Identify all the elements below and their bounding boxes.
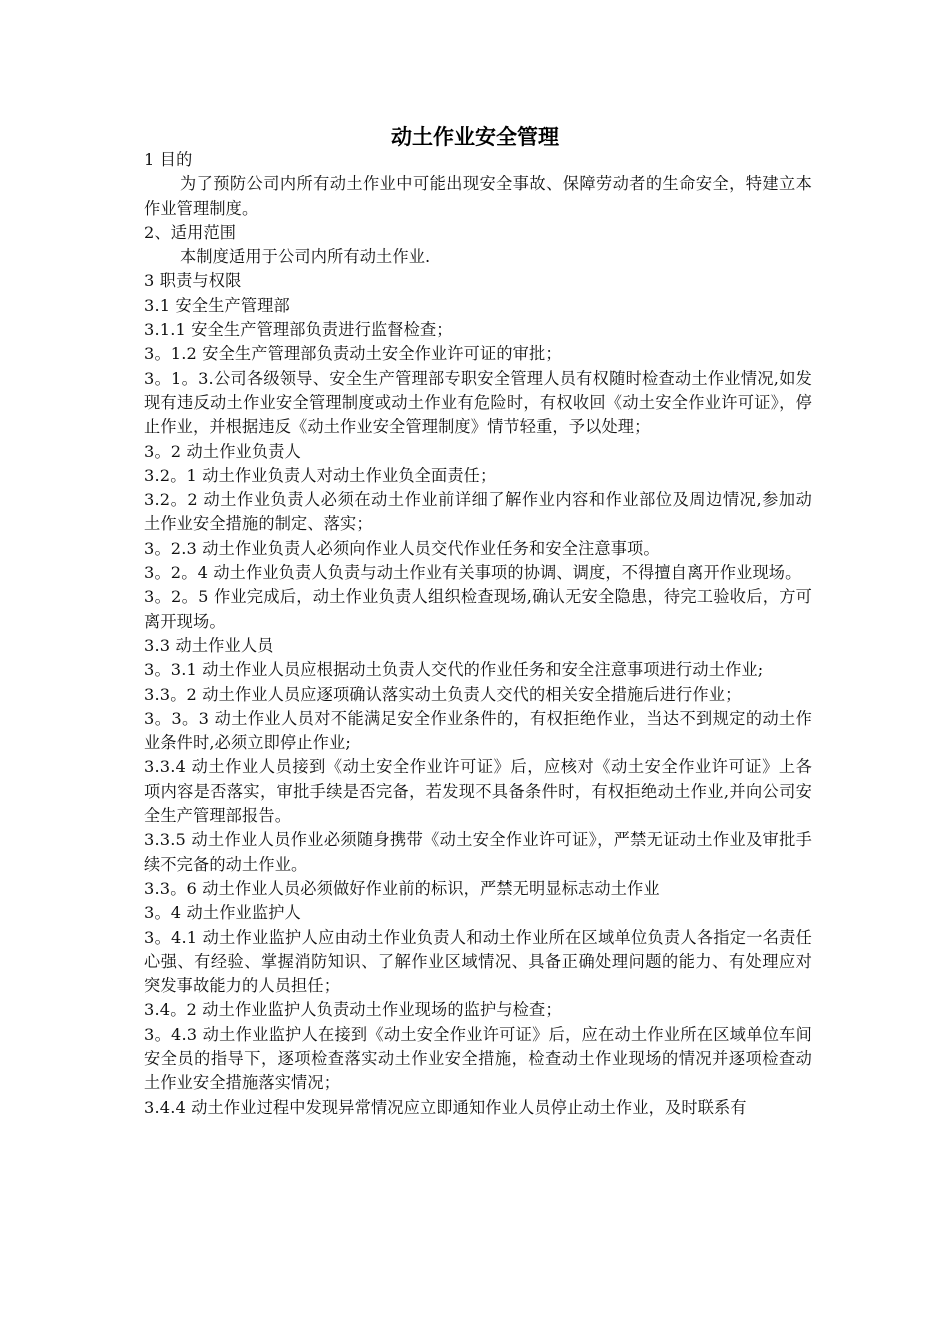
document-body [144,148,812,1120]
paragraph: 为了预防公司内所有动土作业中可能出现安全事故、保障劳动者的生命安全，特建立本作业管理制度。 [144,174,812,218]
paragraph: 3。2 动土作业负责人 [144,441,301,461]
paragraph: 3.3.5 动土作业人员作业必须随身携带《动土安全作业许可证》，严禁无证动土作业及审批手续不完备的动土作业。 [144,830,812,874]
paragraph: 1 目的 [144,150,193,169]
paragraph: 3。1。3.公司各级领导、安全生产管理部专职安全管理人员有权随时检查动土作业情况,如发现有违反动土作业安全管理制度或动土作业有危险时，有权收回《动土安全作业许可证》，停止作业，并根据违反《动土作业安全管理制度》情节轻重，予以处理； [144,368,812,437]
paragraph: 3.3 动土作业人员 [144,635,274,655]
paragraph: 3.4.4 动土作业过程中发现异常情况应立即通知作业人员停止动土作业，及时联系有 [144,1097,747,1117]
paragraph: 3。2。5 作业完成后，动土作业负责人组织检查现场,确认无安全隐患，待完工验收后，方可离开现场。 [144,587,812,631]
paragraph: 3。1.2 安全生产管理部负责动土安全作业许可证的审批； [144,344,562,364]
paragraph: 3。2。4 动土作业负责人负责与动土作业有关事项的协调、调度，不得擅自离开作业现场。 [144,563,802,583]
paragraph: 3.2。2 动土作业负责人必须在动土作业前详细了解作业内容和作业部位及周边情况,参加动土作业安全措施的制定、落实； [144,490,812,534]
paragraph: 3.3.4 动土作业人员接到《动土安全作业许可证》后，应核对《动土安全作业许可证》上各项内容是否落实，审批手续是否完备，若发现不具备条件时，有权拒绝动土作业,并向公司安全生产管理部报告。 [144,757,812,826]
paragraph: 3.3。2 动土作业人员应逐项确认落实动土负责人交代的相关安全措施后进行作业； [144,684,742,704]
paragraph: 3 职责与权限 [144,271,242,291]
paragraph: 3。3。3 动土作业人员对不能满足安全作业条件的，有权拒绝作业，当达不到规定的动土作业条件时,必须立即停止作业; [144,708,812,753]
paragraph: 3.4。2 动土作业监护人负责动土作业现场的监护与检查； [144,1000,562,1020]
paragraph: 3。2.3 动土作业负责人必须向作业人员交代作业任务和安全注意事项。 [144,538,660,558]
document-title: 动土作业安全管理 [391,125,559,149]
paragraph: 3。3.1 动土作业人员应根据动土负责人交代的作业任务和安全注意事项进行动土作业; [144,660,764,680]
paragraph: 3。4.1 动土作业监护人应由动土作业负责人和动土作业所在区域单位负责人各指定一名责任心强、有经验、掌握消防知识、了解作业区域情况、具备正确处理问题的能力、有处理应对突发事故能力的人员担任； [144,927,812,996]
paragraph: 2、适用范围 [144,222,237,242]
paragraph: 3.3。6 动土作业人员必须做好作业前的标识，严禁无明显标志动土作业 [144,878,660,898]
paragraph: 3.2。1 动土作业负责人对动土作业负全面责任； [144,465,497,485]
paragraph: 3。4.3 动土作业监护人在接到《动土安全作业许可证》后，应在动土作业所在区域单位车间安全员的指导下，逐项检查落实动土作业安全措施，检查动土作业现场的情况并逐项检查动土作业安全措施落实情况； [144,1024,812,1093]
paragraph: 3.1 安全生产管理部 [144,295,290,315]
paragraph: 3。4 动土作业监护人 [144,903,301,923]
paragraph: 3.1.1 安全生产管理部负责进行监督检查； [144,320,453,340]
paragraph: 本制度适用于公司内所有动土作业. [180,247,431,267]
